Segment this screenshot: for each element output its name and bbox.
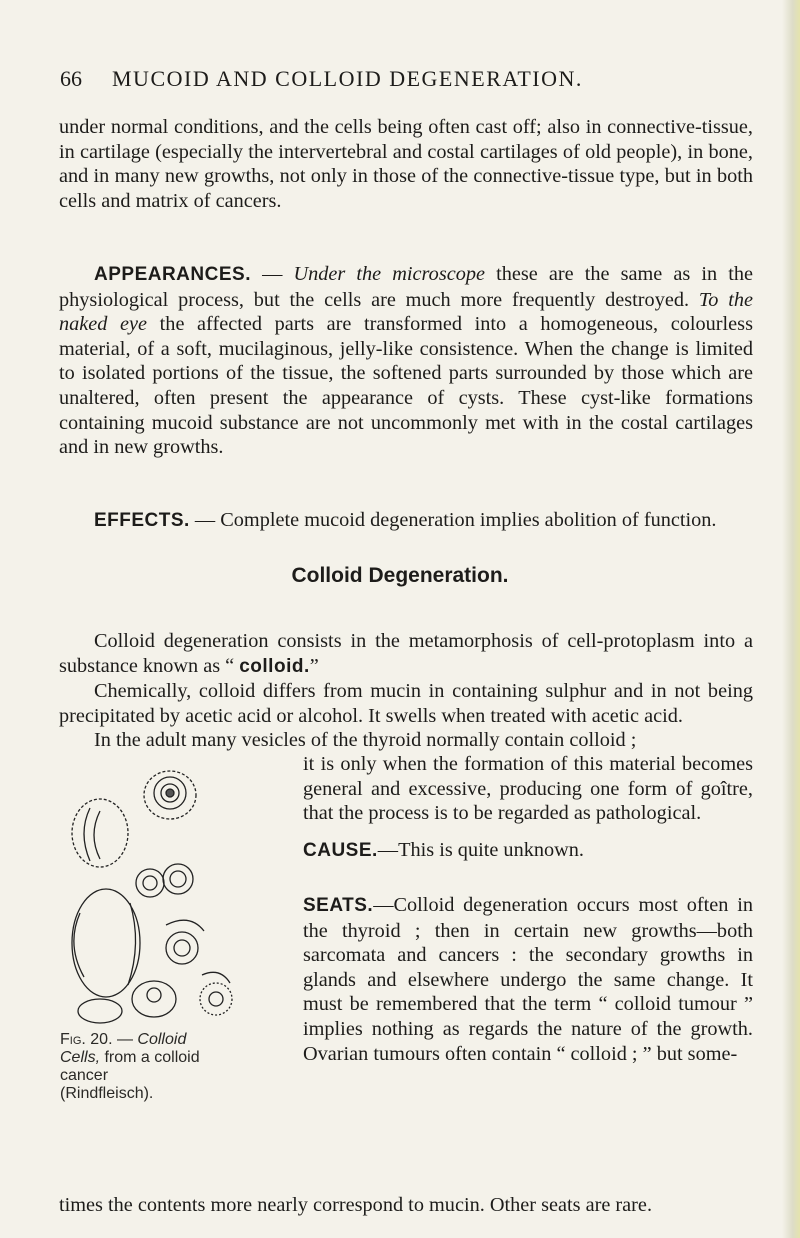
page-edge-shadow xyxy=(782,0,800,1238)
colloid-term: colloid. xyxy=(239,655,310,677)
appearances-heading: APPEARANCES. xyxy=(94,264,251,285)
running-title: MUCOID AND COLLOID DEGENERATION. xyxy=(112,66,583,91)
figure-colloid-cells xyxy=(70,763,242,1025)
page-header xyxy=(60,66,780,96)
intro-text: under normal conditions, and the cells being often cast off; also in connective-tissue, in cartilage (especially the intervertebral and costal cartilages of old people), in bone, and in many new growths, not only in those of the connective-tissue type, but in both cells and matrix of cancers. xyxy=(59,116,753,212)
cause-paragraph xyxy=(303,838,753,864)
colloid-cells-illustration xyxy=(70,763,242,1025)
figure-caption: Fig. 20. — Colloid Cells, from a colloid cancer (Rindfleisch). xyxy=(60,1031,200,1102)
page-number: 66 xyxy=(60,66,82,91)
chemistry-paragraph: Chemically, colloid differs from mucin in containing sulphur and in not being precipitated by acetic acid or alcohol. It swells when treated with acetic acid. xyxy=(59,680,753,727)
thyroid-first-line: In the adult many vesicles of the thyroid normally contain colloid ; xyxy=(94,729,637,752)
colloid-paragraphs: Colloid degeneration consists in the metamorphosis of cell-protoplasm into a substance known as “ colloid.” Chemically, colloid differs from mucin in containing sulphur and in not being precipitated by acetic acid or alcohol. It swells when treated with acetic acid. In the adult many vesicles of the thyroid normally contain colloid ; xyxy=(59,630,753,752)
pathological-text: it is only when the formation of this material becomes general and excessive, producing one form of goître, that the process is to be regarded as pathological. xyxy=(303,753,753,825)
effects-heading: EFFECTS. xyxy=(94,510,190,531)
figure-label: Fig. 20. xyxy=(60,1031,113,1048)
colloid-degeneration-heading: Colloid Degeneration. xyxy=(291,564,509,587)
appearances-paragraph: APPEARANCES. — Under the microscope these are the same as in the physiological process, but the cells are much more frequently destroyed. To the naked eye the affected parts are transformed into a homogeneous, colourless material, of a soft, mucilaginous, jelly-like consistence. When the change is limited to isolated portions of the tissue, the softened parts surrounded by those which are unaltered, often present the appearance of cysts. These cyst-like formations containing mucoid substance are not uncommonly met with in the costal cartilages and in new growths. xyxy=(59,263,754,459)
seats-heading: SEATS. xyxy=(303,895,374,916)
seats-text: —Colloid degeneration occurs most often in the thyroid ; then in certain new growths—both sarcomata and cancers : the secondary growths in glands and elsewhere undergo the same change. It must be remembered that the term “ colloid tumour ” implies nothing as regards the nature of the growth. Ovarian tumours often contain “ colloid ; ” but some- xyxy=(303,894,753,1065)
seats-last-line: times the contents more nearly correspond to mucin. Other seats are rare. xyxy=(59,1194,653,1216)
effects-text: — Complete mucoid degeneration implies abolition of function. xyxy=(189,509,717,531)
intro-paragraph xyxy=(59,115,753,213)
cause-text: —This is quite unknown. xyxy=(377,839,584,861)
seats-paragraph xyxy=(303,893,753,1188)
cause-heading: CAUSE. xyxy=(303,840,378,861)
effects-paragraph xyxy=(59,508,753,534)
